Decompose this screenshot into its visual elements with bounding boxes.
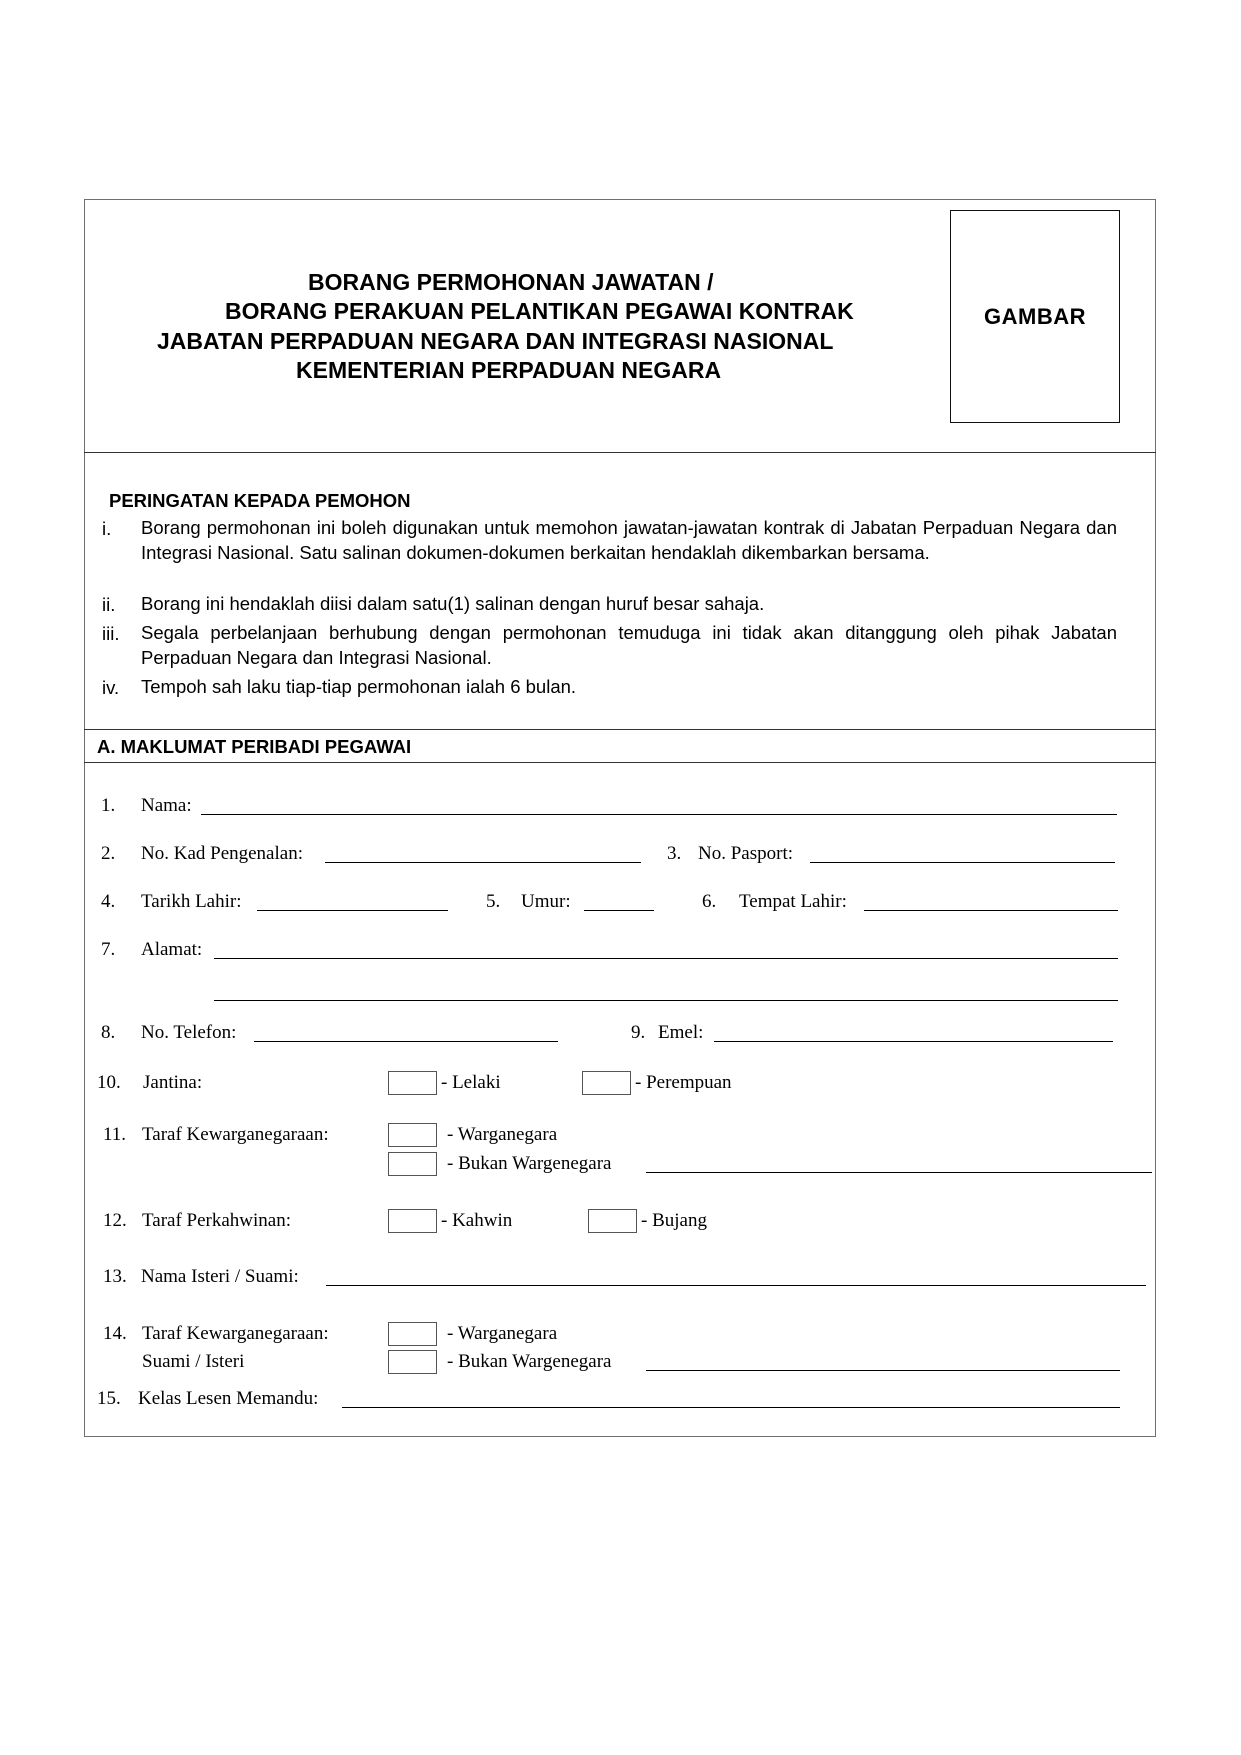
form-title-line-1: BORANG PERMOHONAN JAWATAN / bbox=[308, 269, 714, 295]
spouse-name-label: Nama Isteri / Suami: bbox=[141, 1266, 299, 1287]
warnings-heading: PERINGATAN KEPADA PEMOHON bbox=[109, 490, 411, 511]
address-input-line-2[interactable] bbox=[214, 1000, 1118, 1001]
phone-input[interactable] bbox=[254, 1041, 558, 1042]
warning-text-3: Segala perbelanjaan berhubung dengan permohonan temuduga ini tidak akan ditanggung oleh pihak Jabatan Perpaduan Negara dan Integrasi Nasional. bbox=[141, 622, 1117, 668]
non-citizen-checkbox[interactable] bbox=[388, 1152, 437, 1176]
spouse-citizenship-label: Taraf Kewarganegaraan: bbox=[142, 1323, 329, 1344]
section-a-header-divider bbox=[84, 762, 1156, 763]
spouse-citizen-checkbox[interactable] bbox=[388, 1322, 437, 1346]
field-10-num: 10. bbox=[97, 1072, 121, 1093]
field-3-num: 3. bbox=[667, 843, 682, 864]
phone-label: No. Telefon: bbox=[141, 1022, 237, 1043]
birth-date-label: Tarikh Lahir: bbox=[141, 891, 242, 912]
warning-num-2: ii. bbox=[102, 594, 116, 615]
single-checkbox[interactable] bbox=[588, 1209, 637, 1233]
gender-male-label: - Lelaki bbox=[441, 1072, 501, 1093]
citizen-checkbox[interactable] bbox=[388, 1123, 437, 1147]
single-option-label: - Bujang bbox=[641, 1210, 707, 1231]
warning-text-4: Tempoh sah laku tiap-tiap permohonan ialah 6 bulan. bbox=[141, 676, 577, 697]
field-8-num: 8. bbox=[101, 1022, 116, 1043]
spouse-non-citizen-country-input[interactable] bbox=[646, 1370, 1120, 1371]
email-input[interactable] bbox=[714, 1041, 1113, 1042]
field-14-num: 14. bbox=[103, 1323, 127, 1344]
form-title-line-3: JABATAN PERPADUAN NEGARA DAN INTEGRASI NASIONAL bbox=[157, 328, 834, 354]
address-input-line-1[interactable] bbox=[214, 958, 1118, 959]
citizen-option-label: - Warganegara bbox=[447, 1124, 558, 1145]
spouse-non-citizen-option-label: - Bukan Wargenegara bbox=[447, 1351, 612, 1372]
warning-text-1: Borang permohonan ini boleh digunakan untuk memohon jawatan-jawatan kontrak di Jabatan Perpaduan Negara dan Integrasi Nasional. Satu salinan dokumen-dokumen berkaitan hendaklah dikembarkan bersama. bbox=[141, 517, 1117, 563]
address-label: Alamat: bbox=[141, 939, 203, 960]
spouse-name-input[interactable] bbox=[326, 1285, 1146, 1286]
field-7-num: 7. bbox=[101, 939, 116, 960]
warning-num-1: i. bbox=[102, 518, 112, 539]
birth-place-input[interactable] bbox=[864, 910, 1118, 911]
warning-text-2: Borang ini hendaklah diisi dalam satu(1) salinan dengan huruf besar sahaja. bbox=[141, 593, 765, 614]
married-option-label: - Kahwin bbox=[441, 1210, 513, 1231]
passport-input[interactable] bbox=[810, 862, 1115, 863]
spouse-citizenship-sublabel: Suami / Isteri bbox=[142, 1351, 245, 1372]
field-13-num: 13. bbox=[103, 1266, 127, 1287]
field-4-num: 4. bbox=[101, 891, 116, 912]
gender-female-checkbox[interactable] bbox=[582, 1071, 631, 1095]
age-input[interactable] bbox=[584, 910, 654, 911]
section-a-title: A. MAKLUMAT PERIBADI PEGAWAI bbox=[97, 736, 412, 757]
gender-label: Jantina: bbox=[143, 1072, 203, 1093]
gender-male-checkbox[interactable] bbox=[388, 1071, 437, 1095]
warning-num-3: iii. bbox=[102, 623, 120, 644]
field-1-num: 1. bbox=[101, 795, 116, 816]
spouse-non-citizen-checkbox[interactable] bbox=[388, 1350, 437, 1374]
header-divider bbox=[84, 452, 1156, 453]
field-6-num: 6. bbox=[702, 891, 717, 912]
warning-num-4: iv. bbox=[102, 677, 120, 698]
birth-date-input[interactable] bbox=[257, 910, 448, 911]
ic-number-input[interactable] bbox=[325, 862, 641, 863]
email-label: Emel: bbox=[658, 1022, 704, 1043]
name-label: Nama: bbox=[141, 795, 192, 816]
age-label: Umur: bbox=[521, 891, 571, 912]
citizenship-label: Taraf Kewarganegaraan: bbox=[142, 1124, 329, 1145]
section-a-top-divider bbox=[84, 729, 1156, 730]
birth-place-label: Tempat Lahir: bbox=[739, 891, 847, 912]
form-title-line-2: BORANG PERAKUAN PELANTIKAN PEGAWAI KONTRAK bbox=[225, 298, 854, 324]
marital-status-label: Taraf Perkahwinan: bbox=[142, 1210, 292, 1231]
field-15-num: 15. bbox=[97, 1388, 121, 1409]
driving-license-input[interactable] bbox=[342, 1407, 1120, 1408]
married-checkbox[interactable] bbox=[388, 1209, 437, 1233]
field-12-num: 12. bbox=[103, 1210, 127, 1231]
photo-box[interactable] bbox=[950, 210, 1120, 423]
passport-label: No. Pasport: bbox=[698, 843, 793, 864]
field-2-num: 2. bbox=[101, 843, 116, 864]
field-11-num: 11. bbox=[103, 1124, 127, 1145]
non-citizen-option-label: - Bukan Wargenegara bbox=[447, 1153, 612, 1174]
gender-female-label: - Perempuan bbox=[635, 1072, 732, 1093]
driving-license-label: Kelas Lesen Memandu: bbox=[138, 1388, 319, 1409]
field-5-num: 5. bbox=[486, 891, 501, 912]
photo-label: GAMBAR bbox=[984, 303, 1086, 329]
ic-number-label: No. Kad Pengenalan: bbox=[141, 843, 303, 864]
form-title-line-4: KEMENTERIAN PERPADUAN NEGARA bbox=[296, 357, 722, 383]
name-input[interactable] bbox=[201, 814, 1117, 815]
spouse-citizen-option-label: - Warganegara bbox=[447, 1323, 558, 1344]
field-9-num: 9. bbox=[631, 1022, 646, 1043]
non-citizen-country-input[interactable] bbox=[646, 1172, 1152, 1173]
